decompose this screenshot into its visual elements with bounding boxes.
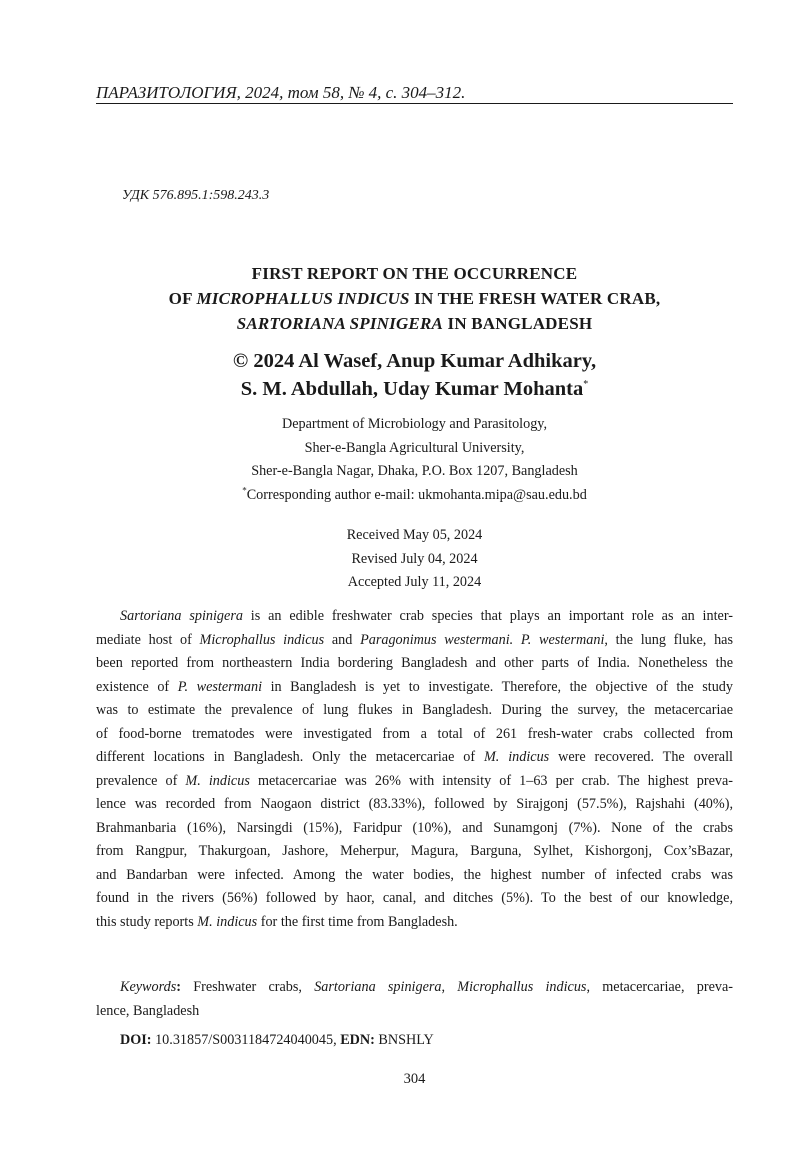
email-mark: * — [242, 484, 247, 495]
edn-value: BNSHLY — [374, 1032, 434, 1048]
keyword-sep: , — [441, 979, 458, 995]
species-name: Sartoriana spinigera — [120, 608, 243, 624]
abstract-text: for the first time from Bangladesh. — [257, 913, 458, 930]
date-accepted: Accepted July 11, 2024 — [347, 574, 482, 590]
article-dates — [96, 524, 733, 595]
title-text: IN THE FRESH WATER CRAB, — [409, 289, 661, 308]
keywords-colon: : — [176, 979, 194, 995]
abstract-text: this study reports — [96, 913, 198, 930]
abstract-text: different locations in Bangladesh. Only the metacercariae of — [96, 749, 484, 765]
abstract-line: and Bandarban were infected. Among the water bodies, the highest number of infected crabs was — [96, 866, 733, 883]
corresponding-email — [96, 484, 733, 508]
date-revised: Revised July 04, 2024 — [351, 550, 478, 567]
title-species-1: MICROPHALLUS INDICUS — [196, 289, 410, 308]
abstract-line — [96, 629, 733, 653]
email-text: Corresponding author e-mail: ukmohanta.mipa@sau.edu.bd — [246, 486, 587, 503]
doi-label: DOI: — [120, 1032, 152, 1048]
doi-edn — [120, 1032, 434, 1049]
abstract-line: from Rangpur, Thakurgoan, Jashore, Meherpur, Magura, Barguna, Sylhet, Kishorgonj, Cox’sBazar, — [96, 843, 733, 859]
species-name: Microphallus indicus — [199, 631, 325, 648]
abstract-text: existence of — [96, 678, 178, 695]
abstract-line: of food-borne trematodes were investigated from a total of 261 fresh-water crabs collected from — [96, 725, 733, 742]
abstract-text: were recovered. The overall — [549, 749, 733, 765]
authors — [96, 347, 733, 403]
edn-label: EDN: — [340, 1032, 375, 1048]
authors-line-2 — [96, 375, 733, 403]
species-name: M. indicus — [185, 772, 250, 789]
affiliation-address: Sher-e-Bangla Nagar, Dhaka, P.O. Box 1207, Bangladesh — [251, 463, 578, 479]
corresponding-mark: * — [583, 379, 589, 391]
abstract — [96, 605, 733, 934]
affiliation-university: Sher-e-Bangla Agricultural University, — [304, 439, 525, 456]
abstract-text: metacercariae was 26% with intensity of 1–63 per crab. The highest preva- — [249, 772, 733, 789]
doi-value: 10.31857/S0031184724040045, — [151, 1032, 341, 1048]
species-name: Paragonimus westermani. P. westermani — [360, 631, 605, 648]
keyword: Sartoriana spinigera — [314, 979, 442, 995]
article-title — [96, 261, 733, 336]
udk-code: УДК 576.895.1:598.243.3 — [122, 188, 270, 203]
date-received: Received May 05, 2024 — [346, 527, 483, 543]
abstract-text: prevalence of — [96, 772, 186, 789]
abstract-line — [96, 676, 733, 700]
title-text: IN BANGLADESH — [443, 314, 593, 333]
header-rule — [96, 103, 733, 104]
title-line-1: FIRST REPORT ON THE OCCURRENCE — [251, 264, 578, 283]
abstract-line: been reported from northeastern India bordering Bangladesh and other parts of India. Nonetheless the — [96, 655, 733, 671]
title-text: OF — [168, 289, 197, 308]
keyword: Freshwater crabs, — [193, 979, 315, 995]
abstract-line: was to estimate the prevalence of lung flukes in Bangladesh. During the survey, the metacercariae — [96, 702, 733, 718]
species-name: M. indicus — [197, 913, 258, 930]
journal-header: ПАРАЗИТОЛОГИЯ, 2024, том 58, № 4, с. 304–312. — [96, 83, 466, 102]
abstract-line — [96, 911, 733, 935]
page-number: 304 — [403, 1071, 426, 1087]
abstract-text: mediate host of — [96, 631, 200, 648]
keywords — [96, 976, 733, 1023]
abstract-line — [96, 605, 733, 629]
title-line-3 — [96, 311, 733, 336]
abstract-line — [96, 746, 733, 770]
title-species-2: SARTORIANA SPINIGERA — [236, 314, 444, 333]
authors-names: S. M. Abdullah, Uday Kumar Mohanta — [240, 378, 584, 400]
species-name: P. westermani — [177, 678, 263, 695]
affiliation-department: Department of Microbiology and Parasitology, — [281, 416, 548, 432]
keywords-line: lence, Bangladesh — [96, 1002, 200, 1019]
title-line-2 — [96, 286, 733, 311]
keywords-line — [96, 976, 733, 1000]
abstract-line: Brahmanbaria (16%), Narsingdi (15%), Faridpur (10%), and Sunamgonj (7%). None of the crabs — [96, 819, 733, 836]
abstract-text: is an edible freshwater crab species that plays an important role as an inter- — [242, 608, 733, 624]
affiliation — [96, 413, 733, 507]
abstract-text: in Bangladesh is yet to investigate. Therefore, the objective of the study — [262, 678, 733, 695]
keywords-label: Keywords — [120, 979, 177, 995]
abstract-line: found in the rivers (56%) followed by haor, canal, and ditches (5%). To the best of our knowledge, — [96, 890, 733, 906]
species-name: M. indicus — [483, 749, 550, 765]
abstract-text: and — [324, 631, 361, 648]
abstract-line — [96, 770, 733, 794]
keyword: Microphallus indicus — [457, 979, 587, 995]
authors-line-1: © 2024 Al Wasef, Anup Kumar Adhikary, — [232, 350, 597, 372]
keyword: , metacercariae, preva- — [586, 979, 733, 995]
abstract-text: , the lung fluke, has — [604, 631, 733, 648]
abstract-line: lence was recorded from Naogaon district (83.33%), followed by Sirajgonj (57.5%), Rajshahi (40%), — [96, 796, 733, 812]
